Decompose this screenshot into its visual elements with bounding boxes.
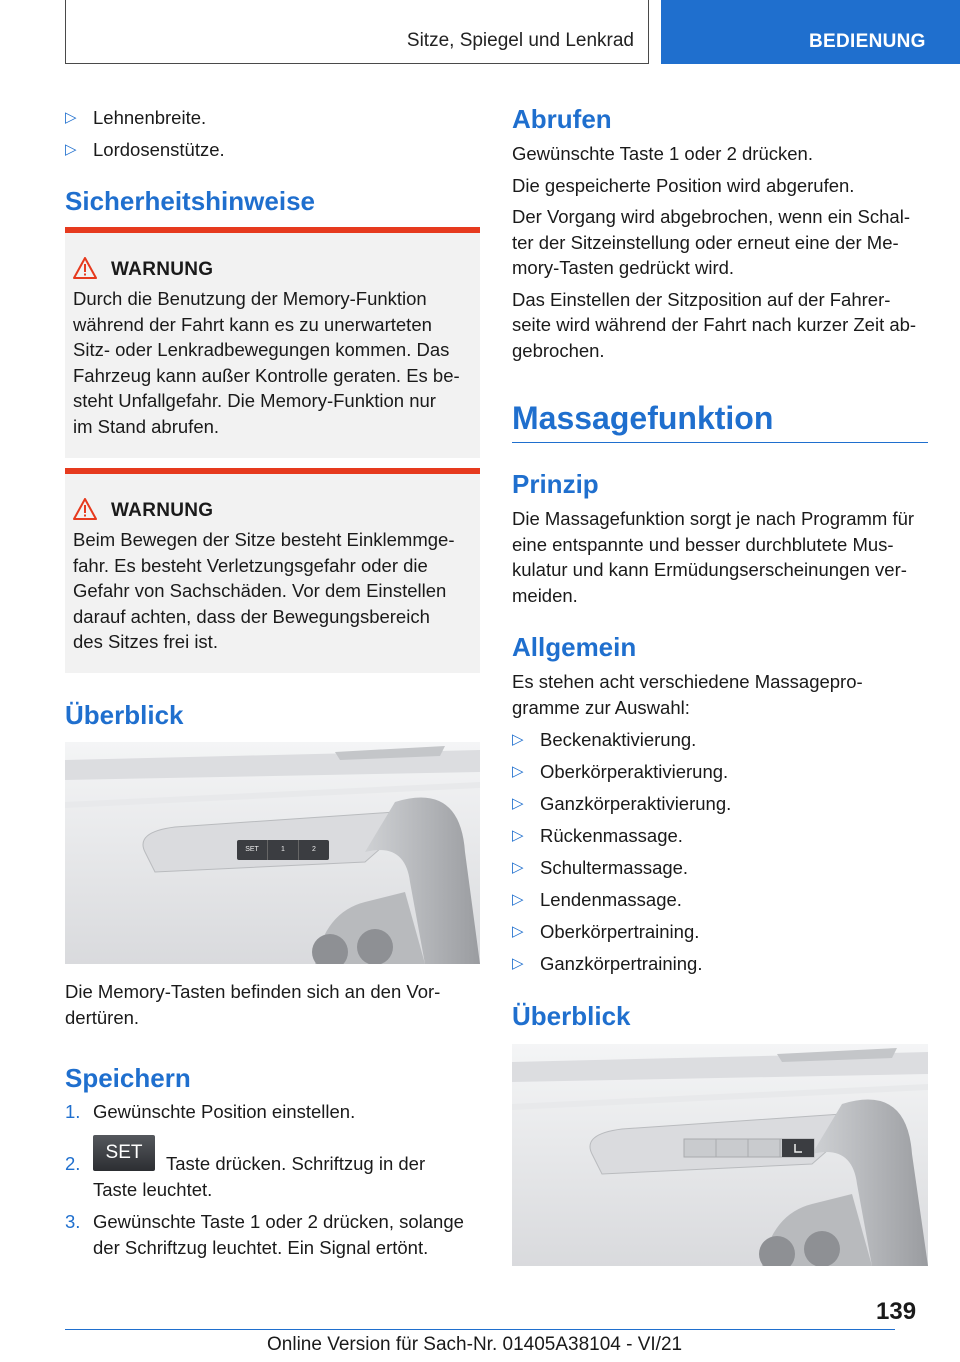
set-button-icon: SET — [93, 1135, 155, 1171]
massage-door-panel-photo — [512, 1044, 928, 1266]
principle-heading: Prinzip — [512, 469, 599, 499]
warning-box — [65, 468, 480, 673]
step-item: 2. SET Taste drücken. Schriftzug in der Taste leuchtet. — [65, 1151, 480, 1203]
triangle-bullet-icon: ▷ — [512, 827, 524, 844]
recall-heading: Abrufen — [512, 104, 612, 134]
memory-button-strip — [237, 840, 329, 860]
massage-overview-heading: Überblick — [512, 1001, 631, 1031]
warning-triangle-icon — [73, 498, 97, 520]
massage-heading-rule — [512, 442, 928, 443]
warning-text: Durch die Benutzung der Memory-Funktion während der Fahrt kann es zu unerwarteten Sitz- oder Lenkradbewegungen kommen. Das Fahrzeug kann außer Kontrolle geraten. Es be- steht Unfallgefahr. Die Memory-Funktion nur im Stand abrufen. — [73, 288, 460, 437]
memory-set-button: SET — [245, 846, 259, 853]
safety-heading: Sicherheitshinweise — [65, 186, 315, 216]
header-chapter-title: BEDIENUNG — [809, 31, 926, 52]
triangle-bullet-icon: ▷ — [512, 763, 524, 780]
memory-2-button: 2 — [298, 840, 329, 860]
footer-text: Online Version für Sach-Nr. 01405A38104 - VI/21 — [267, 1334, 683, 1355]
triangle-bullet-icon: ▷ — [512, 859, 524, 876]
header-chapter-box — [661, 0, 960, 64]
massage-heading: Massagefunktion — [512, 400, 774, 436]
header-section-box — [65, 0, 649, 64]
triangle-bullet-icon: ▷ — [512, 891, 524, 908]
footer-rule — [65, 1329, 895, 1330]
warning-box — [65, 227, 480, 458]
store-heading: Speichern — [65, 1063, 191, 1093]
general-text: Es stehen acht verschiedene Massagepro- gramme zur Auswahl: — [512, 671, 863, 718]
page-number: 139 — [876, 1298, 917, 1325]
warning-title: WARNUNG — [111, 259, 214, 280]
overview-heading: Überblick — [65, 700, 184, 730]
door-panel-photo — [65, 742, 480, 964]
warning-text: Beim Bewegen der Sitze besteht Einklemmge- fahr. Es besteht Verletzungsgefahr oder die Gefahr von Sachschäden. Vor dem Einstellen darauf achten, dass der Bewegungsbereich des Sitzes frei ist. — [73, 529, 455, 652]
photo-caption: Die Memory-Tasten befinden sich an den Vor- dertüren. — [65, 981, 441, 1028]
warning-title: WARNUNG — [111, 500, 214, 521]
triangle-bullet-icon: ▷ — [512, 731, 524, 748]
recall-text: Gewünschte Taste 1 oder 2 drücken. Die gespeicherte Position wird abgerufen. Der Vorgang wird abgebrochen, wenn ein Schal- ter der Sitzeinstellung oder erneut eine der Me- mory-Tasten gedrückt wird. Das Einstellen der Sitzposition auf der Fahrer- seite wird während der Fahrt nach kurzer Zeit ab- gebrochen. — [512, 143, 917, 361]
triangle-bullet-icon: ▷ — [512, 795, 524, 812]
header-section-title: Sitze, Spiegel und Lenkrad — [406, 30, 634, 51]
triangle-bullet-icon: ▷ — [512, 923, 524, 940]
memory-1-button: 1 — [267, 840, 298, 860]
triangle-bullet-icon: ▷ — [65, 141, 77, 158]
warning-triangle-icon — [73, 257, 97, 279]
triangle-bullet-icon: ▷ — [512, 955, 524, 972]
general-heading: Allgemein — [512, 632, 637, 662]
principle-text: Die Massagefunktion sorgt je nach Programm für eine entspannte und besser durchblutete Mus- kulatur und kann Ermüdungserscheinungen ver- meiden. — [512, 508, 915, 606]
triangle-bullet-icon: ▷ — [65, 109, 77, 126]
